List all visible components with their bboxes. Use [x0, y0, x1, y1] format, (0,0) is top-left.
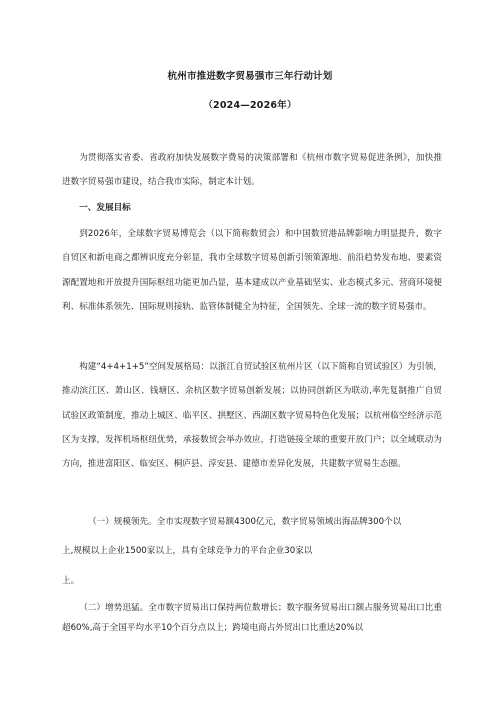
- item-scale-line-2: 上,规模以上企业1500家以上，具有全球竞争力的平台企业30家以: [62, 546, 313, 556]
- document-title: 杭州市推进数字贸易强市三年行动计划: [167, 71, 333, 82]
- item-scale-line-3: 上。: [62, 576, 80, 586]
- spatial-layout-paragraph: 构建“4+4+1+5”空间发展格局：以浙江自贸试验区杭州片区（以下简称自贸试验区）为引领，推动滨江区、萧山区、钱塘区、余杭区数字贸易创新发展；以协同创新区为联动,率先复制推广自贸试验区政策制度，推动上城区、临平区、拱墅区、西湖区数字贸易特色化发展；以杭州临空经济示范区为支撑，发挥机场枢纽优势，承接数贸会举办效应，打造链接全球的重要开放门户；以全域联动为方向，推进富阳区、临安区、桐庐县、淳安县、建德市差异化发展，共建数字贸易生态圈。: [62, 362, 442, 470]
- item-scale-line-1: （一）规模领先。全市实现数字贸易额4300亿元，数字贸易领域出海品牌300个以: [88, 517, 402, 527]
- document-subtitle: （2024—2026年）: [203, 100, 297, 111]
- intro-paragraph: 为贯彻落实省委、省政府加快发展数字费易的决策部署和《杭州市数字贸易促进条例》，加快推进数字贸易强市建设，结合我市实际，制定本计划。: [62, 153, 442, 188]
- goal-paragraph: 到2026年，全球数字贸易博览会（以下简称数贸会）和中国数贸港品牌影响力明显提升，数字自贸区和新电商之都辨识度充分彰显，我市全球数字贸易创新引领策源地、前沿趋势发布地、要素资源配置地和开放提升国际枢纽功能更加凸显，基本建成以产业基础坚实、业态模式多元、营商环境便利、标准体系领先、国际规则接轨、监管体制健全为特征，全国领先、全球一流的数字贸易强市。: [62, 229, 442, 312]
- item-growth-paragraph: （二）增势迅猛。全市数字贸易出口保持两位数增长；数字服务贸易出口额占服务贸易出口比重超60%,高于全国平均水平10个百分点以上；跨境电商占外贸出口比重达20%以: [62, 603, 442, 633]
- section-heading-goals: 一、发展目标: [79, 203, 131, 213]
